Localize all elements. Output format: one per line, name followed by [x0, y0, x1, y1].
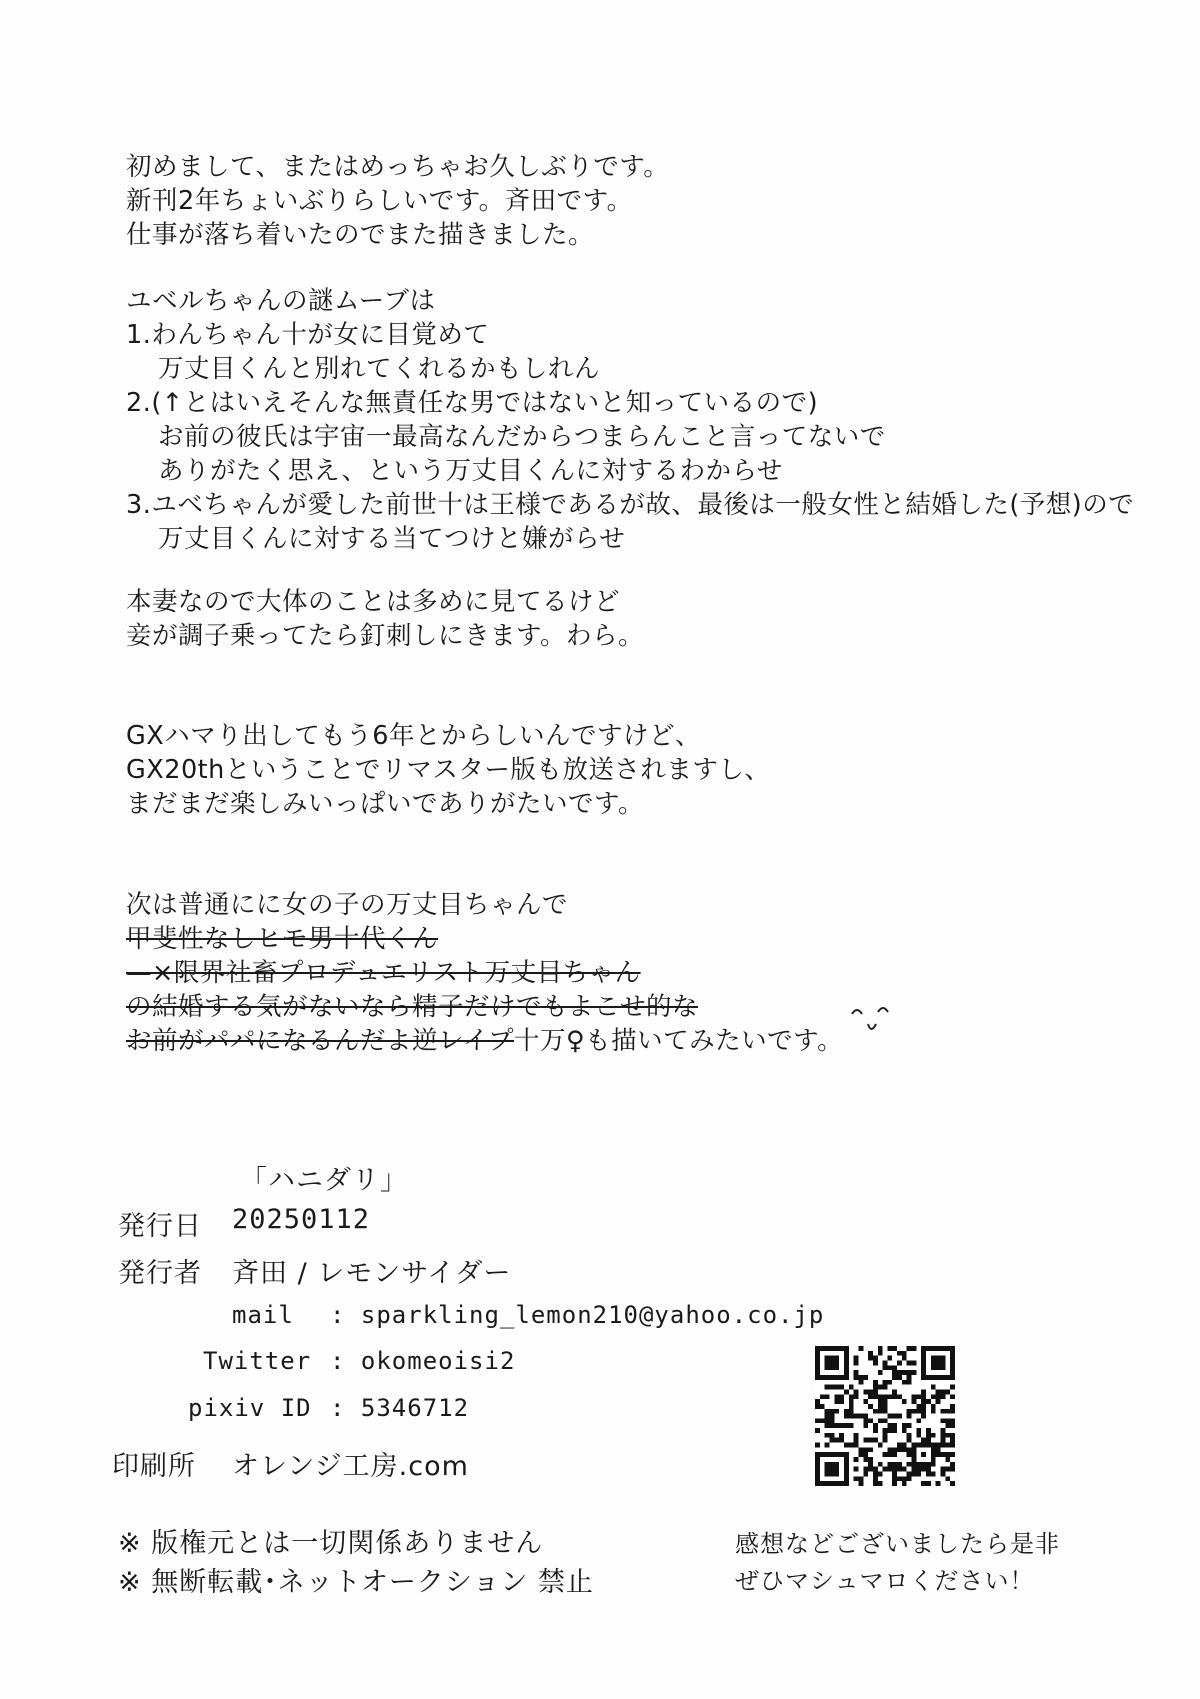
reprint-notice: ※ 無断転載･ネットオークション 禁止	[118, 1567, 594, 1598]
book-title: 「ハニダリ」	[240, 1165, 408, 1196]
text-line: お前の彼氏は宇宙一最高なんだからつまらんこと言ってないで	[158, 422, 886, 452]
text-line: 新刊2年ちょいぶりらしいです。斉田です。	[126, 186, 633, 216]
text-line: ユベルちゃんの謎ムーブは	[126, 286, 436, 316]
pixiv-label: pixiv ID	[188, 1394, 312, 1422]
text-line: まだまだ楽しみいっぱいでありがたいです。	[126, 789, 644, 819]
smiley-doodle-icon	[848, 1000, 898, 1040]
struck-text-line: 甲斐性なしヒモ男十代くん	[126, 924, 439, 954]
pixiv-value: : 5346712	[330, 1394, 470, 1422]
text-line: 初めまして、またはめっちゃお久しぶりです。	[126, 152, 670, 182]
yubel-paragraph	[126, 284, 1134, 556]
text-line	[126, 1024, 843, 1058]
printer-label: 印刷所	[112, 1451, 196, 1482]
printer-value: オレンジ工房.com	[232, 1451, 469, 1482]
text-line: 本妻なので大体のことは多めに見てるけど	[126, 587, 621, 617]
publisher-label: 発行者	[118, 1258, 202, 1289]
date-value: 20250112	[232, 1204, 371, 1235]
mail-label: mail	[232, 1301, 294, 1329]
intro-paragraph	[126, 150, 669, 252]
text-line: 万丈目くんと別れてくれるかもしれん	[158, 354, 601, 384]
text-line: 3.ユベちゃんが愛した前世十は王様であるが故、最後は一般女性と結婚した(予想)ので	[126, 490, 1135, 520]
text-line: GX20thということでリマスター版も放送されますし、	[126, 755, 771, 785]
next-paragraph	[126, 888, 843, 1058]
date-label: 発行日	[118, 1211, 202, 1242]
text-line: GXハマり出してもう6年とからしいんですけど、	[126, 721, 701, 751]
qr-code-icon[interactable]	[815, 1346, 955, 1486]
marshmallow-text-2: ぜひマシュマロください！	[735, 1567, 1035, 1595]
text-line: ありがたく思え、という万丈目くんに対するわからせ	[158, 456, 783, 486]
twitter-value: : okomeoisi2	[330, 1347, 516, 1375]
copyright-notice: ※ 版権元とは一切関係ありません	[118, 1528, 544, 1559]
text-line: 2.(↑とはいえそんな無責任な男ではないと知っているので)	[126, 388, 819, 418]
text: 十万♀も描いてみたいです。	[513, 1026, 844, 1056]
publisher-value: 斉田 / レモンサイダー	[232, 1258, 512, 1289]
twitter-label: Twitter	[203, 1347, 312, 1375]
marshmallow-text-1: 感想などございましたら是非	[735, 1530, 1060, 1558]
text-line: 1.わんちゃん十が女に目覚めて	[126, 320, 490, 350]
text-line: 万丈目くんに対する当てつけと嫌がらせ	[158, 524, 626, 554]
wife-paragraph	[126, 585, 644, 653]
gx-paragraph	[126, 719, 770, 821]
text-line: 妾が調子乗ってたら釘刺しにきます。わら。	[126, 621, 644, 651]
text-line: 仕事が落ち着いたのでまた描きました。	[126, 220, 595, 250]
struck-text-line: —×限界社畜プロデュエリスト万丈目ちゃん	[126, 958, 641, 988]
struck-text: お前がパパになるんだよ逆レイプ	[126, 1026, 514, 1056]
mail-value: : sparkling_lemon210@yahoo.co.jp	[330, 1301, 825, 1329]
text-line: 次は普通にに女の子の万丈目ちゃんで	[126, 890, 569, 920]
struck-text-line: の結婚する気がないなら精子だけでもよこせ的な	[126, 992, 699, 1022]
